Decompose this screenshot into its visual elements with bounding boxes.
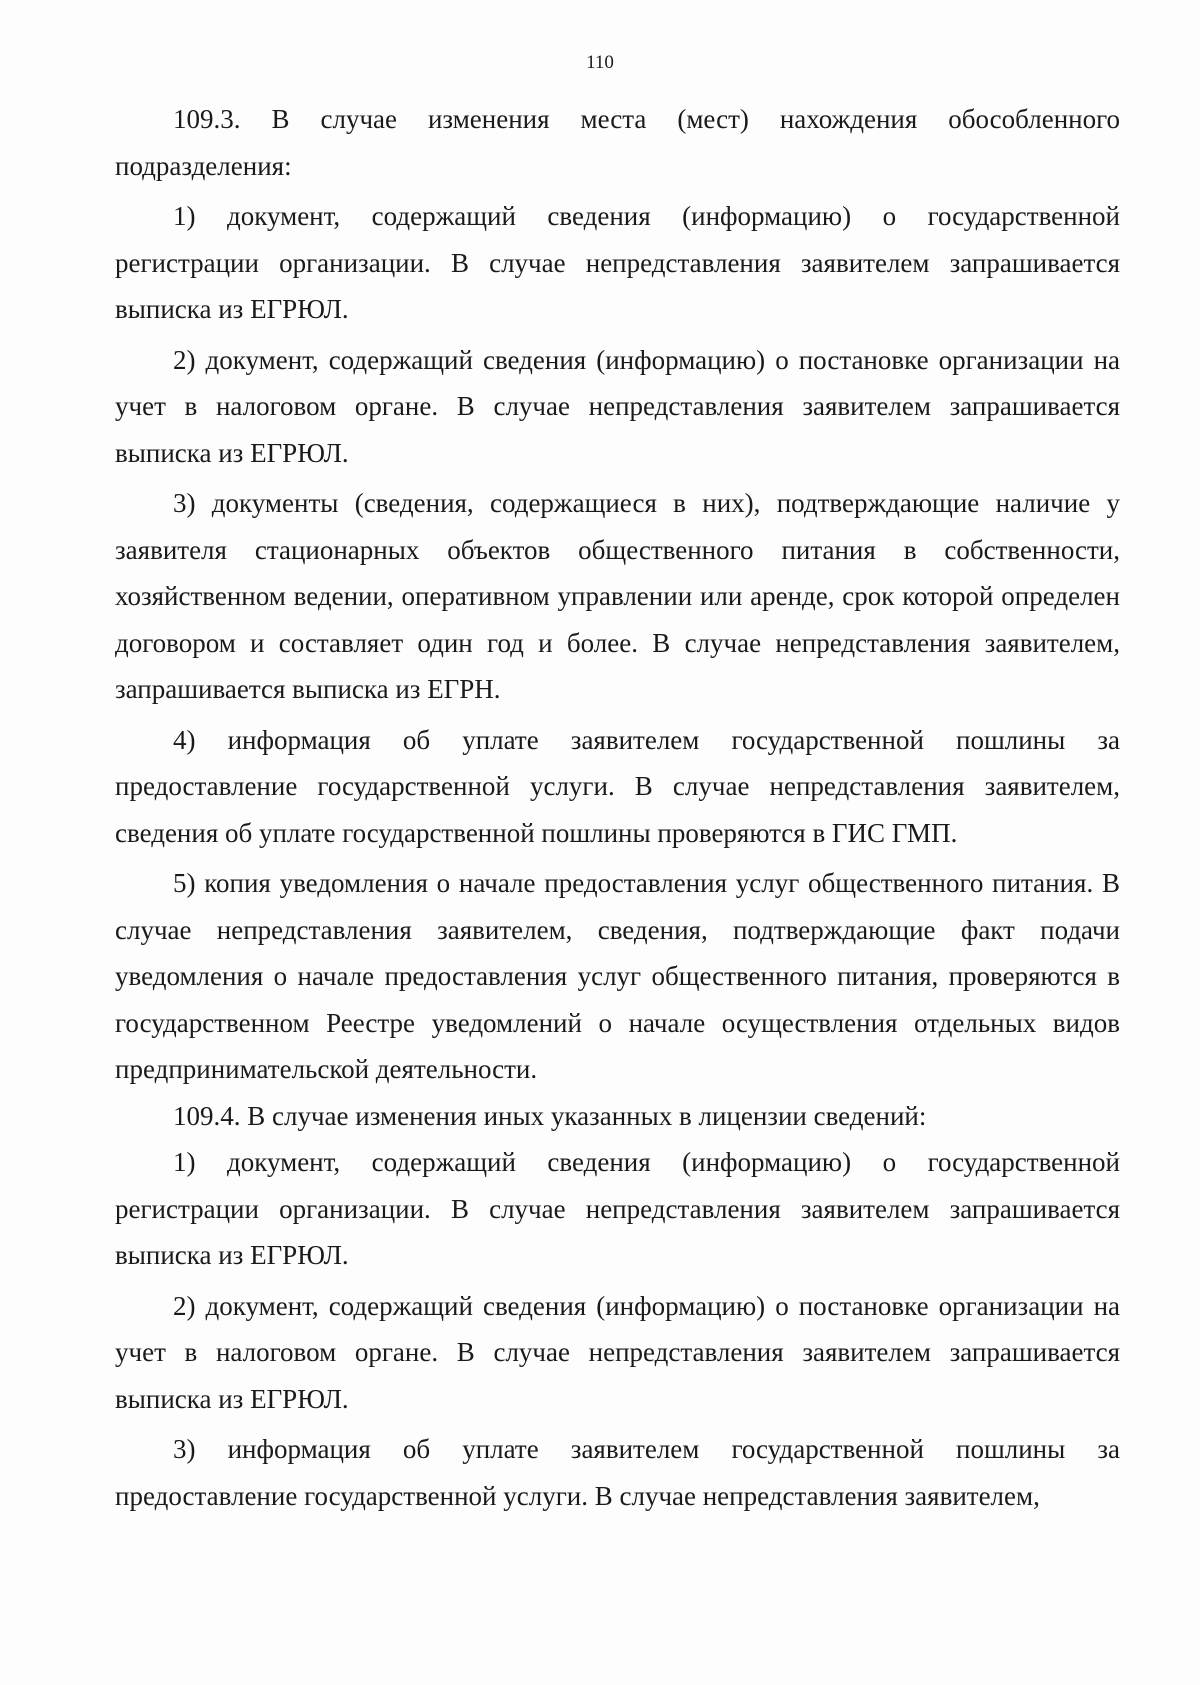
document-body	[115, 96, 1120, 1523]
list-item-1-b: 1) документ, содержащий сведения (информацию) о государственной регистрации организации. В случае непредставления заявителем запрашивается выписка из ЕГРЮЛ.	[115, 1147, 1120, 1270]
list-item-4: 4) информация об уплате заявителем государственной пошлины за предоставление государственной услуги. В случае непредставления заявителем, сведения об уплате государственной пошлины проверяются в ГИС ГМП.	[115, 724, 1120, 848]
page-number: 110	[586, 52, 614, 73]
list-item-2-b: 2) документ, содержащий сведения (информацию) о постановке организации на учет в налоговом органе. В случае непредставления заявителем запрашивается выписка из ЕГРЮЛ.	[115, 1290, 1120, 1414]
list-item-5: 5) копия уведомления о начале предоставления услуг общественного питания. В случае непредставления заявителем, сведения, подтверждающие факт подачи уведомления о начале предоставления услуг общественного питания, проверяются в государственном Реестре уведомлений о начале осуществления отдельных видов предпринимательской деятельности.	[115, 868, 1120, 1084]
section-heading-109-3: 109.3. В случае изменения места (мест) нахождения обособленного подразделения:	[115, 104, 1120, 181]
list-item-3-b: 3) информация об уплате заявителем государственной пошлины за предоставление государственной услуги. В случае непредставления заявителем,	[115, 1434, 1120, 1511]
section-heading-109-4: 109.4. В случае изменения иных указанных в лицензии сведений:	[173, 1100, 927, 1131]
list-item-2: 2) документ, содержащий сведения (информацию) о постановке организации на учет в налоговом органе. В случае непредставления заявителем запрашивается выписка из ЕГРЮЛ.	[115, 344, 1120, 468]
list-item-3: 3) документы (сведения, содержащиеся в них), подтверждающие наличие у заявителя стационарных объектов общественного питания в собственности, хозяйственном ведении, оперативном управлении или аренде, срок которой определен договором и составляет один год и более. В случае непредставления заявителем, запрашивается выписка из ЕГРН.	[115, 488, 1120, 704]
list-item-1: 1) документ, содержащий сведения (информацию) о государственной регистрации организации. В случае непредставления заявителем запрашивается выписка из ЕГРЮЛ.	[115, 201, 1120, 324]
